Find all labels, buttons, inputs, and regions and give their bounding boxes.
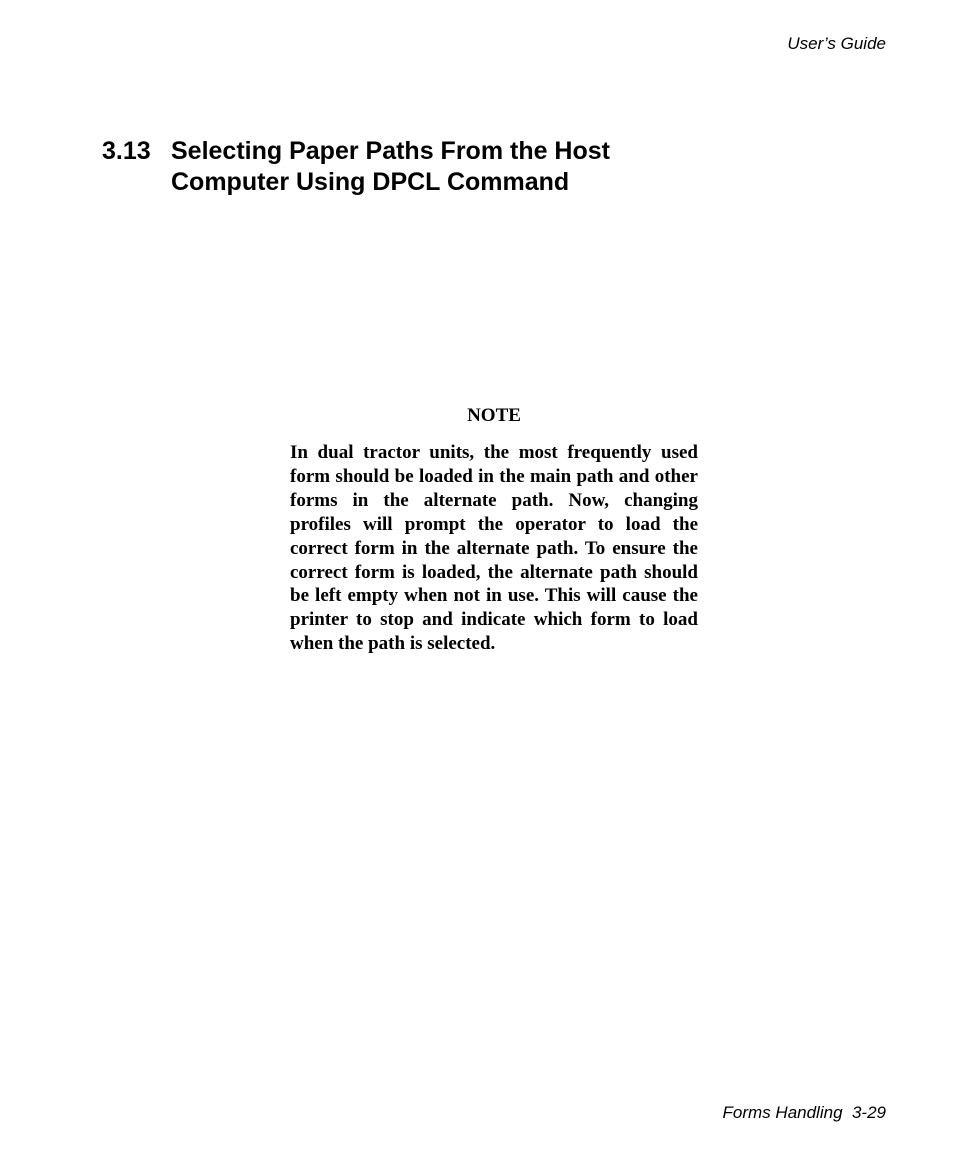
section-number: 3.13 xyxy=(102,137,151,165)
note-heading: NOTE xyxy=(467,405,521,426)
section-title: Selecting Paper Paths From the Host Computer Using DPCL Command xyxy=(171,137,610,196)
note-body: In dual tractor units, the most frequently used form should be loaded in the main path and other forms in the alternate path. Now, changing profiles will prompt the operator to load the correct form in the alternate path. To ensure the correct form is loaded, the alternate path should be left empty when not in use. This will cause the printer to stop and indicate which form to load when the path is selected. xyxy=(290,442,698,655)
page-footer: Forms Handling 3-29 xyxy=(722,1103,886,1122)
section-heading xyxy=(102,136,722,198)
note-block xyxy=(290,405,698,656)
running-header: User’s Guide xyxy=(787,34,886,53)
